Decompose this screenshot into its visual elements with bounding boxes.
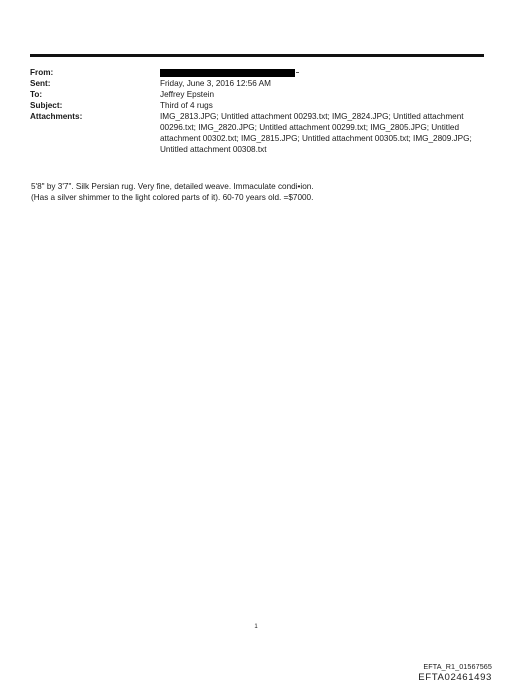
bates-stamp [418, 662, 492, 684]
from-label: From: [30, 68, 54, 77]
bates-line-1: EFTA_R1_01567565 [423, 662, 492, 671]
to-row [30, 89, 484, 100]
from-value [160, 67, 478, 78]
sent-value: Friday, June 3, 2016 12:56 AM [160, 79, 271, 88]
redaction-tail [296, 72, 299, 73]
email-body [31, 181, 471, 203]
subject-row [30, 100, 484, 111]
redaction-block [160, 69, 295, 77]
header-divider [30, 54, 484, 57]
subject-label: Subject: [30, 101, 63, 110]
attachments-value: IMG_2813.JPG; Untitled attachment 00293.txt; IMG_2824.JPG; Untitled attachment 00296.txt; IMG_2820.JPG; Untitled attachment 00299.txt; IMG_2805.JPG; Untitled attachment 00302.txt; IMG_2815.JPG; Untitled attachment 00305.txt; IMG_2809.JPG; Untitled attachment 00308.txt [160, 112, 472, 154]
subject-value: Third of 4 rugs [160, 101, 213, 110]
to-value: Jeffrey Epstein [160, 90, 215, 99]
attachments-label: Attachments: [30, 112, 83, 121]
attachments-row [30, 111, 484, 155]
to-label: To: [30, 90, 43, 99]
body-line-2: (Has a silver shimmer to the light colored parts of it). 60-70 years old. =$7000. [31, 193, 314, 202]
from-row [30, 67, 484, 78]
email-header [30, 67, 484, 155]
sent-label: Sent: [30, 79, 51, 88]
bates-line-2: EFTA02461493 [418, 672, 492, 683]
page-number: 1 [254, 624, 258, 630]
sent-row [30, 78, 484, 89]
body-line-1: 5'8" by 3'7". Silk Persian rug. Very fine, detailed weave. Immaculate condi•ion. [31, 182, 314, 191]
